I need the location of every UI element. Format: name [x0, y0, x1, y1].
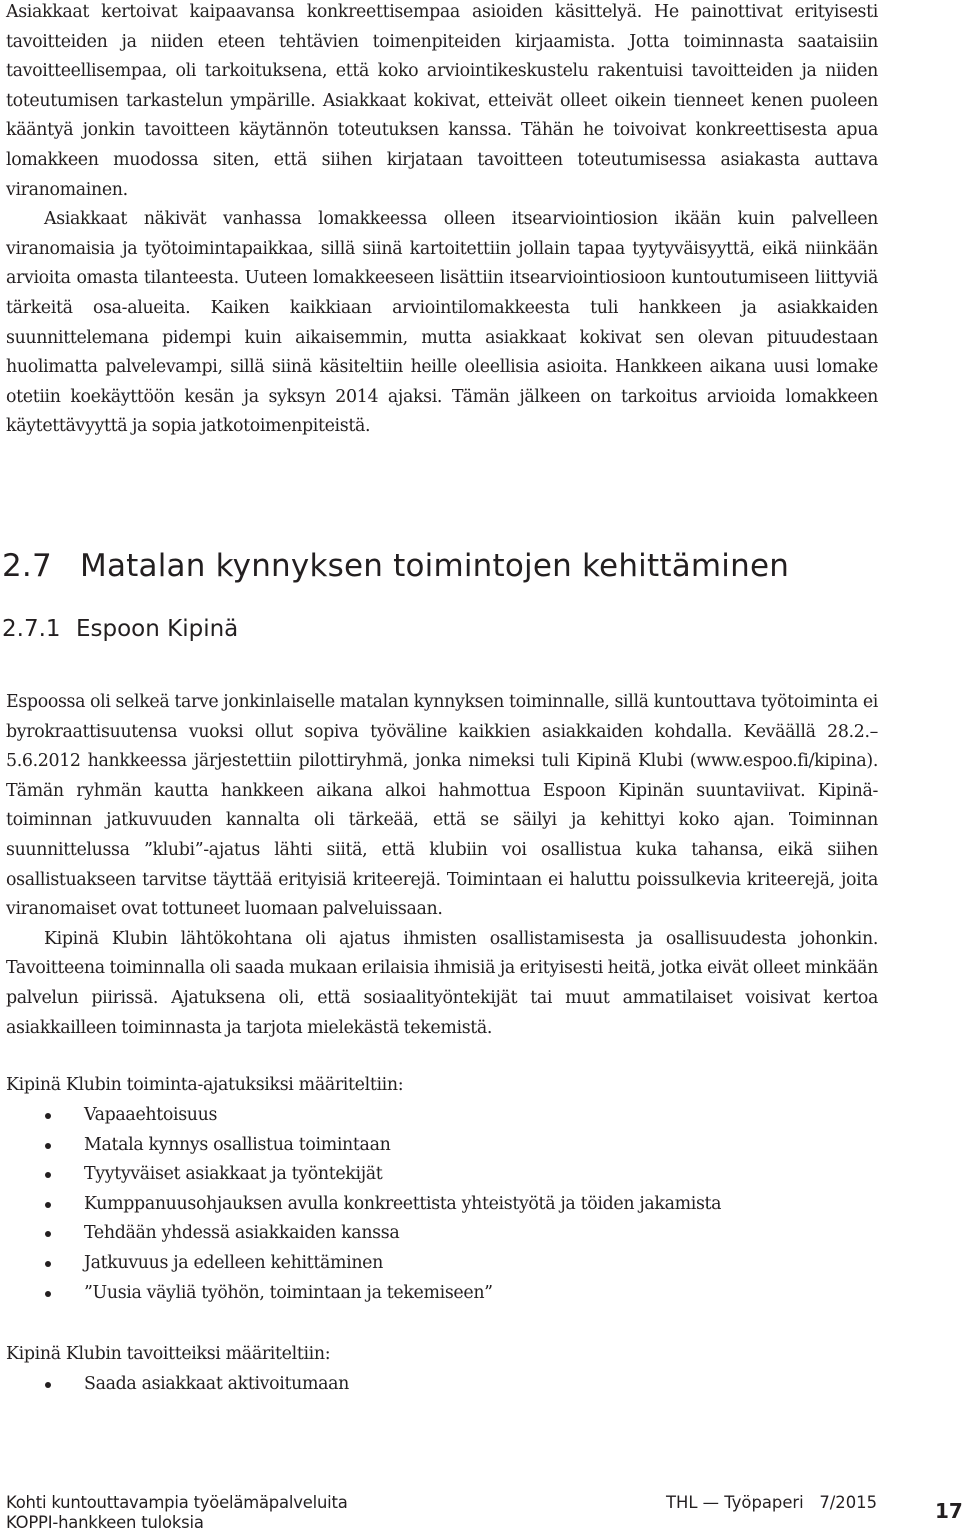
list-intro-goals: Kipinä Klubin tavoitteiksi määriteltiin: — [6, 1344, 331, 1364]
subsection-number: 2.7.1 — [2, 616, 61, 642]
list-item: Saada asiakkaat aktivoitumaan — [6, 1370, 349, 1400]
footer-publication-title — [6, 1493, 348, 1533]
bullet-list-goals — [6, 1370, 349, 1400]
bullet-icon — [45, 1143, 51, 1149]
paragraph: Kipinä Klubin lähtökohtana oli ajatus ihmisten osallistamisesta ja osallisuudesta johonkin. Tavoitteena toiminnalla oli saada mukaan erilaisia ihmisiä ja erityisesti heitä, jotka eivät olleet minkään palvelun piirissä. Ajatuksena oli, että sosiaalityöntekijät tai muut ammatilaiset voisivat kertoa asiakkailleen toiminnasta ja tarjota mielekästä tekemistä. — [6, 928, 878, 1038]
list-item: Vapaaehtoisuus — [6, 1101, 721, 1131]
page-number: 17 — [935, 1499, 963, 1523]
paragraph: Asiakkaat kertoivat kaipaavansa konkreettisempaa asioiden käsittelyä. He painottivat erityisesti tavoitteiden ja niiden eteen tehtävien toimenpiteiden kirjaamista. Jotta toiminnasta saataisiin tavoitteellisempaa, oli tarkoituksena, että koko arviointikeskustelu rakentuisi tavoitteiden ja niiden toteutumisen tarkastelun ympärille. Asiakkaat kokivat, etteivät olleet oikein tienneet kenen puoleen kääntyä jonkin tavoitteen käytännön toteutuksen kanssa. Tähän he toivoivat konkreettisesta apua lomakkeen muodossa siten, että siihen kirjataan tavoitteen toteutumisessa asiakasta auttava viranomainen. — [6, 2, 878, 200]
paragraph: Asiakkaat näkivät vanhassa lomakkeessa olleen itsearviointiosion ikään kuin palvelleen viranomaisia ja työtoimintapaikkaa, sillä siinä kartoitettiin jollain tapaa tyytyväisyyttä, eikä niinkään arvioita omasta tilanteesta. Uuteen lomakkeeseen lisättiin itsearviointiosioon kuntoutumiseen liittyviä tärkeitä osa-alueita. Kaiken kaikkiaan arviointilomakkeesta tuli hankkeen ja asiakkaiden suunnittelemana pidempi kuin aikaisemmin, mutta asiakkaat kokivat sen olevan pituudestaan huolimatta palvelevampi, sillä siinä käsiteltiin heille oleellisia asioita. Hankkeen aikana uusi lomake otetiin koekäyttöön kesän ja syksyn 2014 ajaksi. Tämän jälkeen on tarkoitus arvioida lomakkeen käytettävyyttä ja sopia jatkotoimenpiteistä. — [6, 209, 878, 437]
section-heading — [2, 548, 789, 584]
bullet-list-principles — [6, 1101, 721, 1308]
list-item: Jatkuvuus ja edelleen kehittäminen — [6, 1249, 721, 1279]
text-block-kipina — [6, 688, 878, 1043]
footer-title-line: Kohti kuntouttavampia työelämäpalveluita — [6, 1493, 348, 1512]
bullet-icon — [45, 1202, 51, 1208]
section-number: 2.7 — [2, 548, 52, 584]
bullet-icon — [45, 1382, 51, 1388]
footer-publisher: THL — Työpaperi — [666, 1493, 804, 1512]
footer-issue: 7/2015 — [819, 1493, 878, 1512]
text-block-assessment — [6, 0, 878, 442]
bullet-icon — [45, 1231, 51, 1237]
list-item: Tehdään yhdessä asiakkaiden kanssa — [6, 1219, 721, 1249]
bullet-icon — [45, 1172, 51, 1178]
paragraph: Espoossa oli selkeä tarve jonkinlaiselle matalan kynnyksen toiminnalle, sillä kuntouttava työtoiminta ei byrokraattisuutensa vuoksi ollut sopiva työväline kaikkien asiakkaiden kohdalla. Keväällä 28.2.–5.6.2012 hankkeessa järjestettiin pilottiryhmä, jonka nimeksi tuli Kipinä Klubi (www.espoo.fi/kipina). Tämän ryhmän kautta hankkeen aikana alkoi hahmottua Espoon Kipinän suuntaviivat. Kipinä-toiminnan jatkuvuuden kannalta oli tärkeää, että se säilyi ja kehittyi koko ajan. Toiminnan suunnittelussa ”klubi”-ajatus lähti siitä, että klubiin voi osallistua kuka tahansa, eikä siihen osallistuakseen tarvitse täyttää erityisiä kriteerejä. Toimintaan ei haluttu poissulkevia kriteerejä, joita viranomaiset ovat tottuneet luomaan palveluissaan. — [6, 692, 878, 920]
bullet-icon — [45, 1113, 51, 1119]
list-item: Kumppanuusohjauksen avulla konkreettista yhteistyötä ja töiden jakamista — [6, 1190, 721, 1220]
list-item: Matala kynnys osallistua toimintaan — [6, 1131, 721, 1161]
subsection-heading — [2, 616, 238, 642]
footer-title-line: KOPPI-hankkeen tuloksia — [6, 1513, 204, 1532]
section-title: Matalan kynnyksen toimintojen kehittäminen — [80, 548, 790, 584]
footer-series — [666, 1493, 877, 1513]
bullet-icon — [45, 1291, 51, 1297]
list-item: ”Uusia väyliä työhön, toimintaan ja tekemiseen” — [6, 1279, 721, 1309]
list-intro-principles: Kipinä Klubin toiminta-ajatuksiksi määriteltiin: — [6, 1075, 404, 1095]
list-item: Tyytyväiset asiakkaat ja työntekijät — [6, 1160, 721, 1190]
bullet-icon — [45, 1261, 51, 1267]
subsection-title: Espoon Kipinä — [76, 616, 239, 642]
